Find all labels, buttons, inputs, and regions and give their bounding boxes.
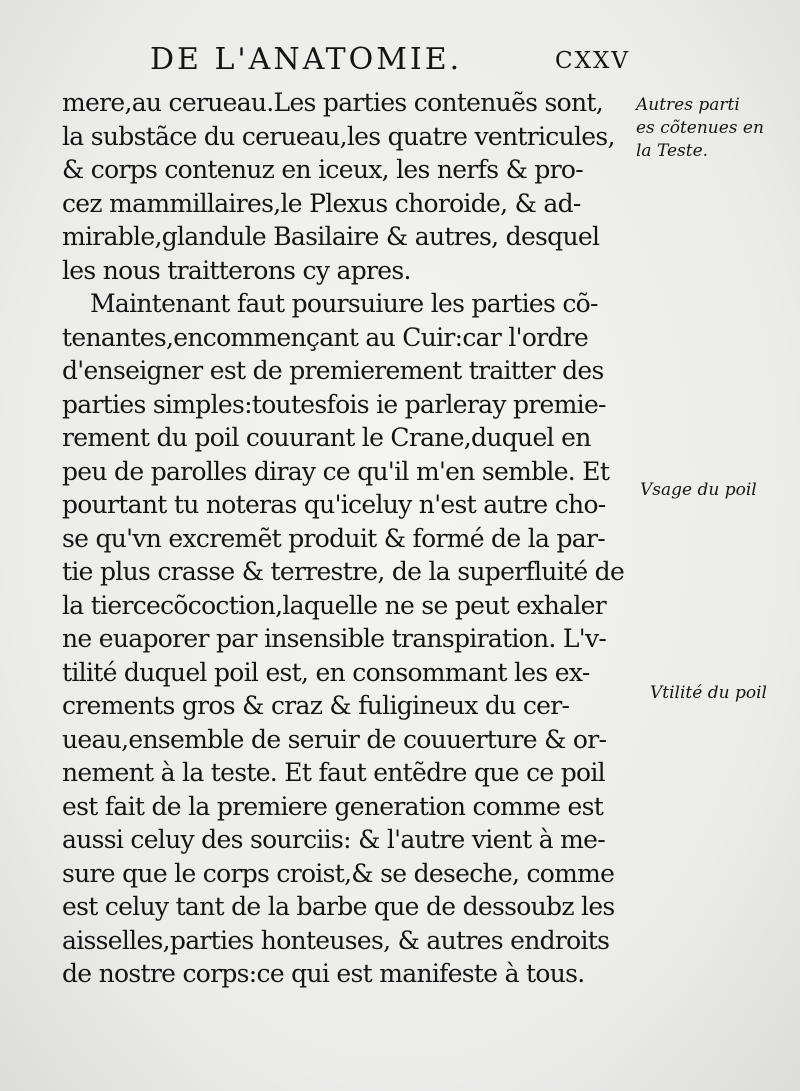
text-line: d'enseigner est de premierement traitter des [62,356,604,385]
text-line: les nous traitterons cy apres. [62,255,411,285]
text-line: aisselles,parties honteuses, & autres endroits [62,925,610,955]
text-line: de nostre corps:ce qui est manifeste à tous. [62,959,585,988]
text-line: mirable,glandule Basilaire & autres, desquel [62,222,600,251]
margin-note-line: Autres parti [636,95,740,115]
text-line: la tiercecõcoction,laquelle ne se peut exhaler [62,590,606,620]
text-line: cez mammillaires,le Plexus choroide, & ad- [62,188,581,218]
text-line: mere,au cerueau.Les parties contenuẽs sont, [62,88,604,117]
body-text [62,86,662,991]
running-title: DE L'ANATOMIE. [150,42,463,77]
page-header [150,42,630,82]
text-line: tenantes,encommençant au Cuir:car l'ordre [62,322,589,352]
text-line: aussi celuy des sourciis: & l'autre vient à me- [62,825,605,854]
margin-note-line: la Teste. [636,141,709,161]
text-line: est fait de la premiere generation comme est [62,791,604,821]
text-line: la substãce du cerueau,les quatre ventricules, [62,121,615,151]
text-line: nement à la teste. Et faut entẽdre que ce poil [62,758,605,787]
margin-note-line: Vtilité du poil [650,683,767,703]
text-line: pourtant tu noteras qu'iceluy n'est autre cho- [62,490,606,519]
text-line: & corps contenuz en iceux, les nerfs & pro- [62,155,584,184]
margin-note-vtilite-du-poil [650,682,767,705]
text-line: est celuy tant de la barbe que de dessoubz les [62,892,615,921]
margin-note-line: es cõtenues en [636,118,764,138]
text-line-paragraph-start: Maintenant faut poursuiure les parties cõ- [90,289,598,318]
text-line: crements gros & craz & fuligineux du cer- [62,691,570,720]
margin-note-line: Vsage du poil [640,480,757,500]
text-line: peu de parolles diray ce qu'il m'en semble. Et [62,456,610,486]
text-line: parties simples:toutesfois ie parleray premie- [62,389,606,419]
folio-number: CXXV [555,48,630,74]
text-line: se qu'vn excremẽt produit & formé de la par- [62,523,605,553]
text-line: ne euaporer par insensible transpiration. L'v- [62,624,607,653]
margin-note-vsage-du-poil [640,479,757,502]
text-line: ueau,ensemble de seruir de couuerture & or- [62,724,607,754]
margin-note-autres-parties [636,94,764,163]
text-line: rement du poil couurant le Crane,duquel en [62,423,591,452]
text-line: tilité duquel poil est, en consommant les ex- [62,657,590,687]
text-line: sure que le corps croist,& se deseche, comme [62,858,615,888]
text-line: tie plus crasse & terrestre, de la superfluité de [62,557,625,586]
